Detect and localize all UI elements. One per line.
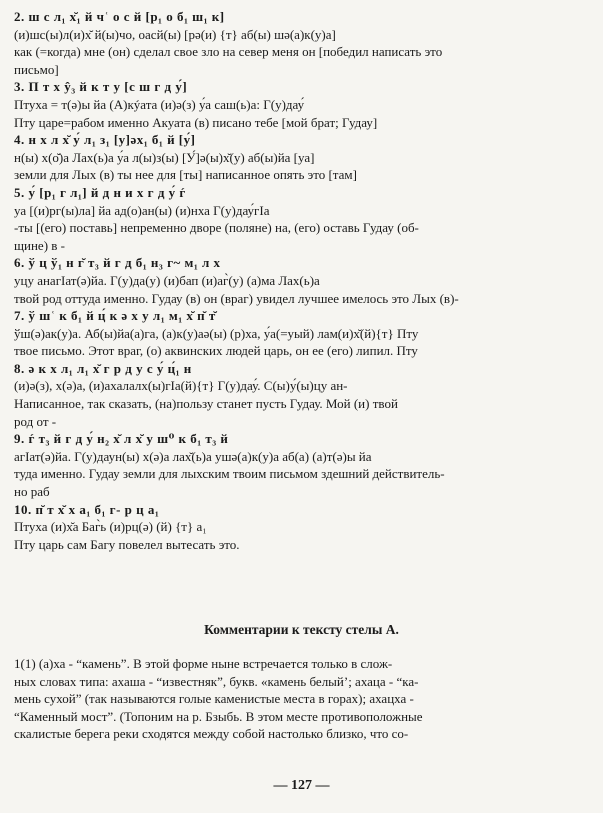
transliteration-line: уцу анагIат(ə)йа. Г(у)да(у) (и)бап (и)аг̀(у) (а)ма Лах(ь)а (14, 272, 320, 288)
comment-line: скалистые берега реки сходятся между собой настолько близко, что со- (14, 726, 409, 742)
comments-heading: Комментарии к тексту стелы А. (204, 622, 399, 637)
inscription-entry (14, 430, 594, 500)
inscription-entry (14, 501, 594, 554)
glyph-line: 2. ш с л₁ х̆₁ й чʿ о с й [р₁ о б₁ ш₁ к] (14, 9, 225, 24)
translation-line: -ты [(его) поставь] непременно дворе (поляне) на, (его) оставь Гудау (об- (14, 220, 419, 236)
glyph-line: 5. у́ [р₁ г л₁] й д н и х г д у́ ѓ (14, 184, 186, 200)
transliteration-line: Птуха = т(ə)ы йа (А)кýата (и)ə(з) у́а саш(ь)а: Г(у)дау́ (14, 96, 305, 112)
inscription-entry (14, 360, 594, 430)
inscription-entry (14, 184, 594, 254)
transliteration-line: (и)шс(ы)л(и)х̆ й(ы)чо, оасй(ы) [рə(и) {т} аб(ы) шə(а)к(у)а] (14, 26, 336, 42)
translation-line: род от - (14, 413, 57, 429)
transliteration-line: н(ы) х(о̆)а Лах(ь)а у́а л(ы)з(ы) [У́]ə(ы)х̆(у) аб(ы)йа [уа] (14, 149, 315, 165)
translation-line: земли для Лых (в) ты нее для [ты] написанное опять это [там] (14, 167, 357, 183)
glyph-line: 3. П т х ŷ₃ й к т у [с ш г д у́] (14, 79, 188, 95)
glyph-line: 9. ѓ т₃ й г д у́ н₂ х̆ л х̆ у ш⁰ к б₁ т₃ й (14, 431, 229, 447)
translation-line: Написанное, так сказать, (на)пользу станет пусть Гудау. Мой (и) твой (14, 396, 398, 412)
glyph-line: 7. ў шʿ к б₁ й ц́ к ə х у л₁ м₁ х̆ п̆ т̆ (14, 308, 216, 324)
text-body (14, 8, 594, 553)
comment-paragraph (14, 655, 592, 743)
translation-line: щине) в - (14, 237, 65, 253)
glyph-line: 6. ў ц ў₁ н г̆ т₃ й г д б₁ н₃ г~ м₁ л х (14, 255, 221, 271)
transliteration-line: Птуха (и)х̆а Баг̀ь (и)рц(ə) (й) {т} а₁ (14, 519, 207, 535)
inscription-entry (14, 131, 594, 184)
inscription-entry (14, 307, 594, 360)
page-number: — 127 — (273, 778, 330, 793)
glyph-line: 10. п̆ т х̆ х а₁ б₁ г- р ц а₁ (14, 501, 160, 517)
translation-line: твое письмо. Этот враг, (о) аквинских людей царь, он ее (его) липил. Пту (14, 343, 418, 359)
translation-line: Пту царе=рабом именно Акуата (в) писано тебе [мой брат; Гудау] (14, 114, 378, 130)
inscription-entry (14, 254, 594, 307)
translation-line: твой род оттуда именно. Гудау (в) он (враг) увидел лучшее имелось это Лых (в)- (14, 290, 459, 306)
comment-line: мень сухой” (так называются голые каменистые места в горах); ахацха - (14, 691, 414, 707)
translation-line: как (=когда) мне (он) сделал свое зло на север меня он [победил написать это (14, 44, 443, 60)
glyph-line: 4. н х л х̆ у́ л₁ з₁ [у]əх₁ б₁ й [у́] (14, 132, 196, 148)
transliteration-line: (и)ə(з), х(ə)а, (и)ахалалх(ы)гIа(й){т} Г(у)дау́. С(ы)у́(ы)цу ан- (14, 378, 348, 394)
transliteration-line: агIат(ə)йа. Г(у)даун(ы) х(ə)а лах̆(ь)а ушə(а)к(у)а аб(а) (а)т(ə)ы йа (14, 448, 372, 464)
glyph-line: 8. ə к х л₁ л₁ х̆ г р д у с у́ ц́₁ н (14, 360, 192, 376)
inscription-entry (14, 8, 594, 78)
transliteration-line: ўш(ə)ак(у)а. Аб(ы)йа(а)га, (а)к(у)аə(ы) (р)ха, у́а(=уый) лам(и)х̆(й){т} Пту (14, 325, 419, 341)
inscription-entry (14, 78, 594, 131)
transliteration-line: уа [(и)рг(ы)ла] йа ад(о)ан(ы) (и)нха Г(у)дау́гIа (14, 202, 270, 218)
translation-line: но раб (14, 484, 50, 500)
translation-line: туда именно. Гудау земли для лыхским твоим письмом здешний действитель- (14, 466, 445, 482)
comment-line: ных словах типа: ахаша - “известняк”, букв. «камень белый’; ахаца - “ка- (14, 673, 419, 689)
translation-line: Пту царь сам Багу повелел вытесать это. (14, 536, 240, 552)
translation-line: письмо] (14, 61, 59, 77)
comment-line: 1(1) (а)ха - “камень”. В этой форме ныне встречается только в слож- (14, 656, 393, 671)
comment-line: “Каменный мост”. (Топоним на р. Бзыбь. В этом месте противоположные (14, 708, 423, 724)
